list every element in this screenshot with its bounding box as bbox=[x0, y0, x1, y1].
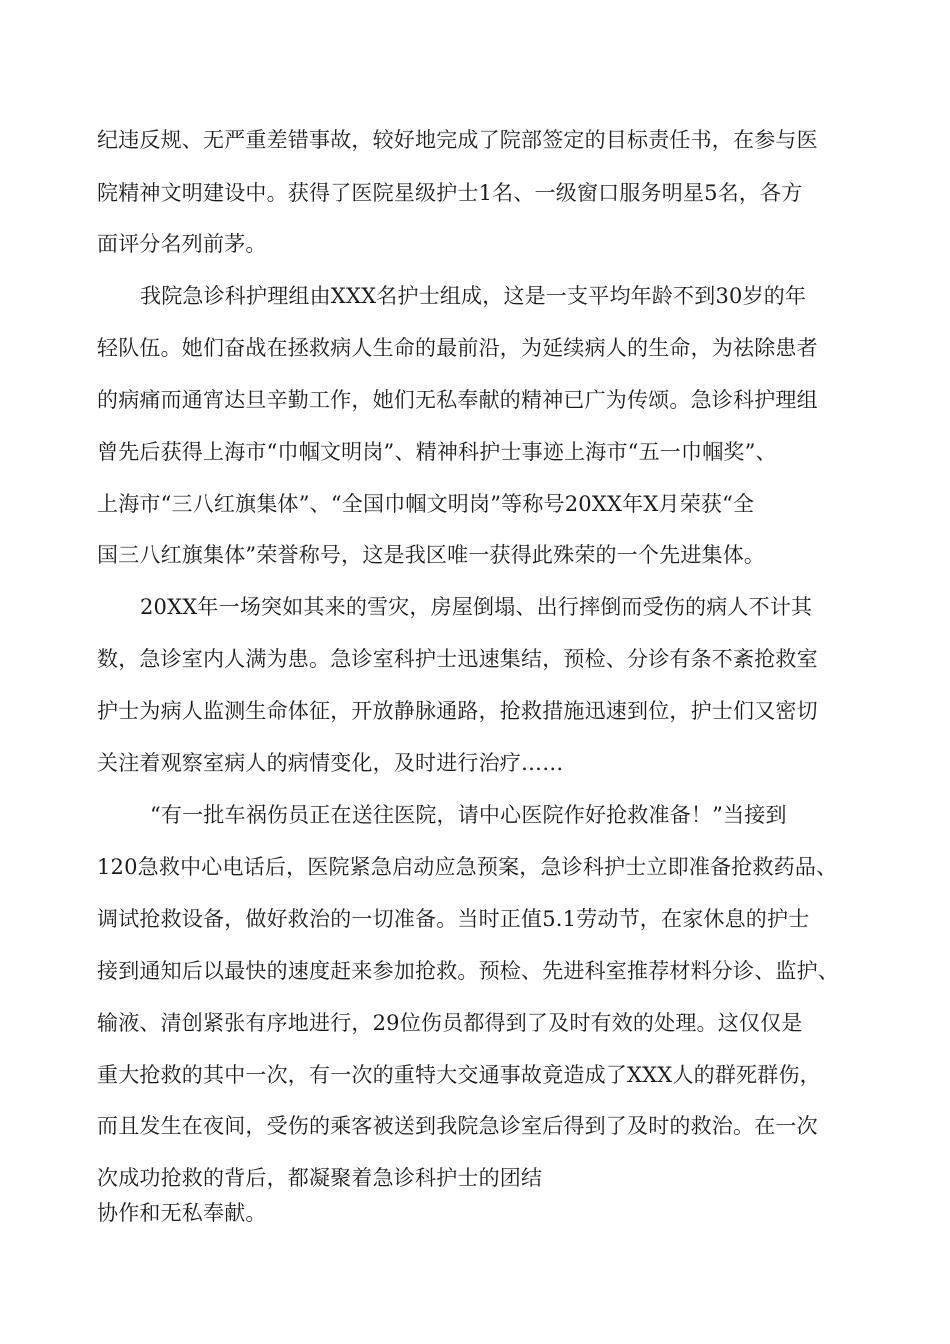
text-line: 国三八红旗集体”荣誉称号，这是我区唯一获得此殊荣的一个先进集体。 bbox=[97, 543, 766, 567]
text-line: 协作和无私奉献。 bbox=[97, 1201, 267, 1225]
paragraph-first-line: “有一批车祸伤员正在送往医院，请中心医院作好抢救准备！”当接到 bbox=[150, 803, 787, 827]
text-line: 而且发生在夜间，受伤的乘客被送到我院急诊室后得到了及时的救治。在一次 bbox=[97, 1114, 818, 1138]
text-line: 重大抢救的其中一次，有一次的重特大交通事故竟造成了XXX人的群死群伤， bbox=[97, 1063, 821, 1087]
text-line: 的病痛而通宵达旦辛勤工作，她们无私奉献的精神已广为传颂。急诊科护理组 bbox=[97, 388, 818, 412]
text-line: 输液、清创紧张有序地进行，29位伤员都得到了及时有效的处理。这仅仅是 bbox=[97, 1011, 803, 1035]
text-line: 次成功抢救的背后，都凝聚着急诊科护士的团结 bbox=[97, 1166, 543, 1190]
text-line: 接到通知后以最快的速度赶来参加抢救。预检、先进科室推荐材料分诊、监护、 bbox=[97, 959, 839, 983]
text-line: 纪违反规、无严重差错事故，较好地完成了院部签定的目标责任书，在参与医 bbox=[97, 128, 818, 152]
text-line: 数，急诊室内人满为患。急诊室科护士迅速集结，预检、分诊有条不紊抢救室 bbox=[97, 647, 818, 671]
text-line: 关注着观察室病人的病情变化，及时进行治疗…… bbox=[97, 751, 564, 775]
text-line: 曾先后获得上海市“巾帼文明岗”、精神科护士事迹上海市“五一巾帼奖”、 bbox=[97, 440, 777, 464]
text-line: 调试抢救设备，做好救治的一切准备。当时正值5.1劳动节，在家休息的护士 bbox=[97, 907, 810, 931]
text-line: 120急救中心电话后，医院紧急启动应急预案，急诊科护士立即准备抢救药品、 bbox=[97, 855, 838, 879]
text-line: 院精神文明建设中。获得了医院星级护士1名、一级窗口服务明星5名，各方 bbox=[97, 181, 803, 205]
text-line: 面评分名列前茅。 bbox=[97, 232, 267, 256]
text-line: 轻队伍。她们奋战在拯救病人生命的最前沿，为延续病人的生命，为祛除患者 bbox=[97, 336, 818, 360]
paragraph-first-line: 我院急诊科护理组由XXX名护士组成，这是一支平均年龄不到30岁的年 bbox=[140, 284, 807, 308]
text-line: 上海市“三八红旗集体”、“全国巾帼文明岗”等称号20XX年X月荣获“全 bbox=[97, 492, 755, 516]
paragraph-first-line: 20XX年一场突如其来的雪灾，房屋倒塌、出行摔倒而受伤的病人不计其 bbox=[140, 595, 813, 619]
text-line: 护士为病人监测生命体征，开放静脉通路，抢救措施迅速到位，护士们又密切 bbox=[97, 699, 818, 723]
